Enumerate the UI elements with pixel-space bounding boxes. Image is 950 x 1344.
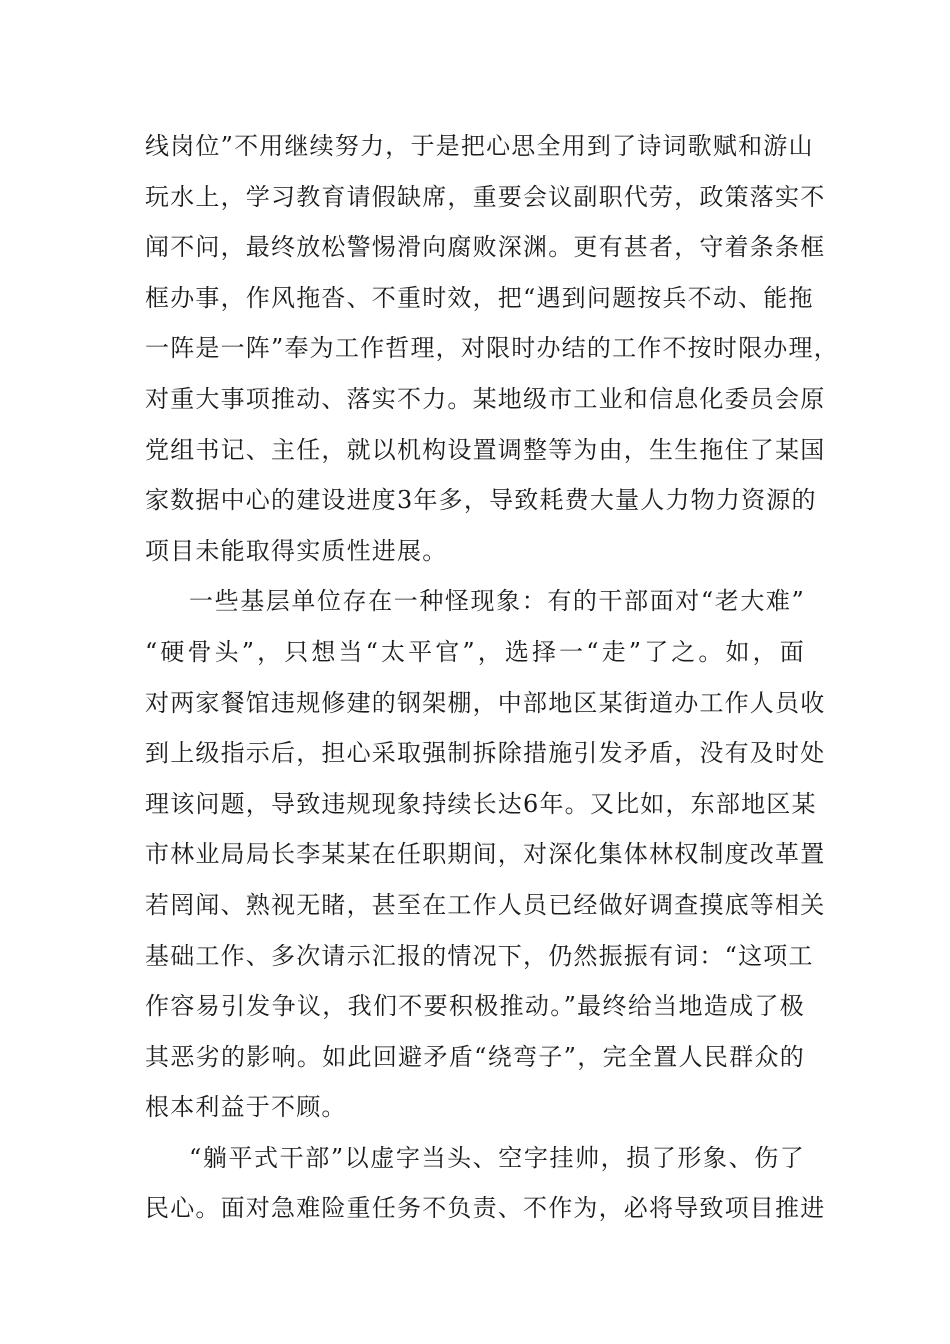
text-line: 一些基层单位存在一种怪现象：有的干部面对“老大难” xyxy=(189,587,805,616)
text-line: 民心。面对急难险重任务不负责、不作为，必将导致项目推进 xyxy=(145,1194,826,1223)
text-line: 其恶劣的影响。如此回避矛盾“绕弯子”，完全置人民群众的 xyxy=(145,1042,805,1071)
text-line: 基础工作、多次请示汇报的情况下，仍然振振有词：“这项工 xyxy=(145,941,814,970)
text-line: 根本利益于不顾。 xyxy=(145,1093,347,1122)
text-line: 项目未能取得实质性进展。 xyxy=(145,536,448,565)
text-line: “硬骨头”，只想当“太平官”，选择一“走”了之。如，面 xyxy=(145,637,805,666)
text-line: 市林业局局长李某某在任职期间，对深化集体林权制度改革置 xyxy=(145,840,826,869)
text-line: 理该问题，导致违规现象持续长达6年。又比如，东部地区某 xyxy=(145,789,817,818)
text-line: “躺平式干部”以虚字当头、空字挂帅，损了形象、伤了 xyxy=(189,1143,805,1172)
text-line: 玩水上，学习教育请假缺席，重要会议副职代劳，政策落实不 xyxy=(145,182,826,211)
text-line: 框办事，作风拖沓、不重时效，把“遇到问题按兵不动、能拖 xyxy=(145,283,814,312)
text-line: 闻不问，最终放松警惕滑向腐败深渊。更有甚者，守着条条框 xyxy=(145,233,826,262)
text-line: 作容易引发争议，我们不要积极推动。”最终给当地造成了极 xyxy=(145,992,805,1021)
text-line: 线岗位”不用继续努力，于是把心思全用到了诗词歌赋和游山 xyxy=(145,132,814,160)
text-line: 对重大事项推动、落实不力。某地级市工业和信息化委员会原 xyxy=(145,384,826,413)
text-line: 党组书记、主任，就以机构设置调整等为由，生生拖住了某国 xyxy=(145,435,826,464)
text-line: 家数据中心的建设进度3年多，导致耗费大量人力物力资源的 xyxy=(145,486,817,515)
text-line: 对两家餐馆违规修建的钢架棚，中部地区某街道办工作人员收 xyxy=(145,688,826,717)
text-line: 一阵是一阵”奉为工作哲理，对限时办结的工作不按时限办理， xyxy=(145,334,839,363)
text-line: 到上级指示后，担心采取强制拆除措施引发矛盾，没有及时处 xyxy=(145,739,826,768)
text-line: 若罔闻、熟视无睹，甚至在工作人员已经做好调查摸底等相关 xyxy=(145,890,826,919)
body-text xyxy=(145,121,839,1234)
